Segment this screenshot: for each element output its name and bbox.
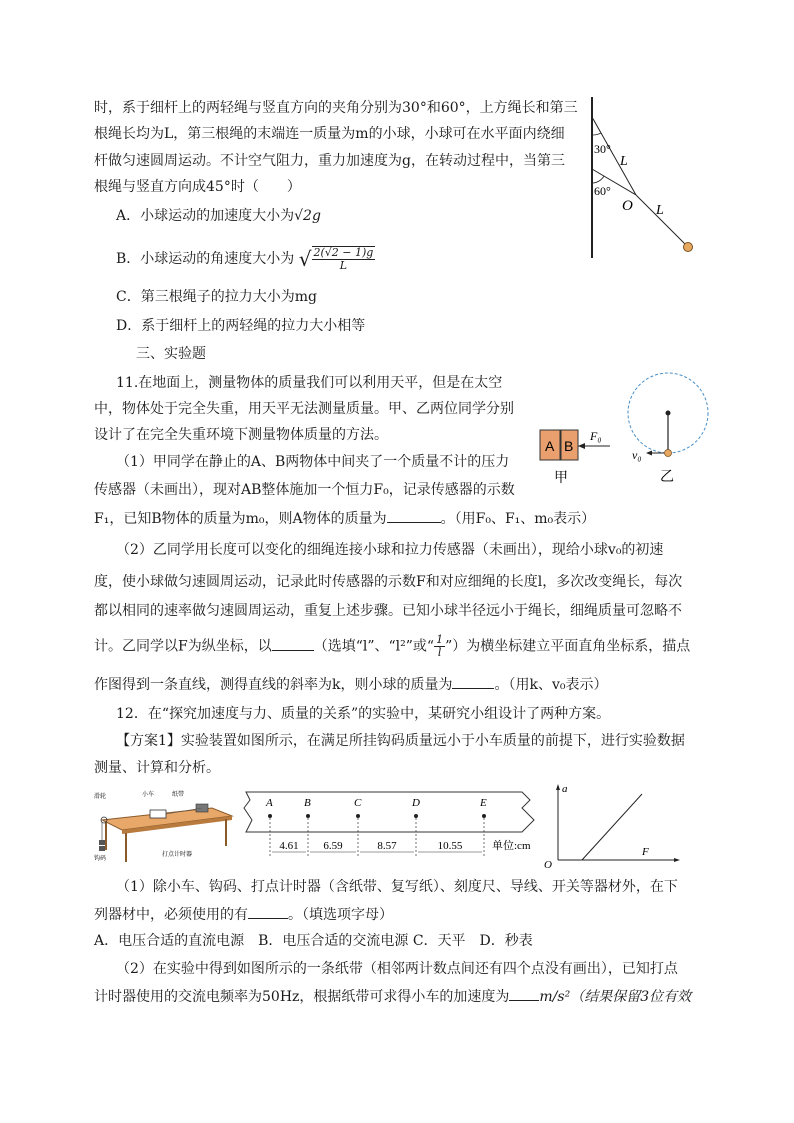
q10-rod-figure: [580, 95, 710, 260]
timer-label: 打点计时器: [162, 852, 193, 858]
q11-line3: 设计了在完全失重环境下测量物体质量的方法。: [94, 427, 388, 443]
tape-gap-value: 10.55: [437, 840, 463, 852]
tape-point-label: D: [412, 797, 420, 809]
q11-line2: 中，物体处于完全失重，用天平无法测量质量。甲、乙两位同学分别: [94, 401, 514, 417]
q10-line2: 根绳长均为L，第三根绳的末端连一质量为m的小球，小球可在水平面内绕细: [94, 126, 565, 142]
answer-blank-acceleration[interactable]: [509, 986, 539, 1001]
q11-line9: 都以相同的速率做匀速圆周运动，重复上述步骤。已知小球半径远小于绳长，细绳质量可忽略不: [94, 603, 682, 619]
q10-line3: 杆做匀速圆周运动。不计空气阻力，重力加速度为g，在转动过程中，当第三: [94, 153, 565, 169]
q11-line11: 作图得到一条直线，测得直线的斜率为k，则小球的质量为 。（用k、v₀表示）: [94, 674, 608, 695]
tape-label: 纸带: [172, 792, 185, 798]
tape-dot: [306, 814, 310, 818]
q11-line8: 度，使小球做匀速圆周运动，记录此时传感器的示数F和对应细绳的长度l，多次改变绳长，每次: [94, 574, 683, 590]
sqrt-sign: √: [298, 247, 312, 271]
answer-blank-ball-mass[interactable]: [452, 674, 494, 689]
q12-part2-line2: 计时器使用的交流电频率为50Hz，根据纸带可求得小车的加速度为 m/s²（结果保留3位有效: [94, 986, 691, 1007]
q10-option-b: [116, 246, 375, 272]
tape-dot: [482, 814, 486, 818]
q11-line6: F₁，已知B物体的质量为m₀，则A物体的质量为 。（用F₀、F₁、m₀表示）: [94, 508, 595, 529]
section-heading: 三、实验题: [136, 346, 206, 362]
tape-point-label: E: [480, 797, 487, 809]
q12-part1-options: A．电压合适的直流电源 B．电压合适的交流电源 C．天平 D．秒表: [94, 933, 533, 949]
q10-option-c: C．第三根绳子的拉力大小为mg: [116, 289, 317, 305]
option-a-text: A．小球运动的加速度大小为: [116, 208, 295, 224]
tape-dot: [356, 814, 360, 818]
tape-dot: [268, 814, 272, 818]
option-a-value: √2g: [294, 208, 321, 224]
q12-af-graph: [538, 780, 688, 870]
block-b-label: B: [564, 438, 574, 454]
force-f0-label: F₀: [590, 429, 602, 443]
weights-label: 钩码: [94, 856, 107, 862]
q12-line3: 测量、计算和分析。: [94, 760, 220, 776]
q12-line2: 【方案1】实验装置如图所示，在满足所挂钩码质量远小于小车质量的前提下，进行实验数据: [116, 733, 685, 749]
q10-line1: 时，系于细杆上的两轻绳与竖直方向的夹角分别为30°和60°，上方绳长和第三: [94, 100, 578, 116]
answer-blank-mass-a[interactable]: [387, 508, 441, 523]
q11-line10: 计。乙同学以F为纵坐标，以 （选填“l”、“l²”或“ $\frac{1}{l}$ ”）为横坐标建立平面直角坐标系，描点: [94, 633, 691, 659]
answer-blank-abscissa[interactable]: [272, 636, 314, 651]
tape-gap-value: 8.57: [377, 840, 397, 852]
graph-x-label: F: [642, 846, 649, 858]
angle-60-label: 60°: [594, 184, 611, 198]
length-label-lower: L: [656, 203, 664, 218]
q12-line1: 12．在“探究加速度与力、质量的关系”的实验中，某研究小组设计了两种方案。: [116, 706, 611, 722]
point-o-label: O: [622, 198, 633, 214]
graph-origin-label: O: [544, 859, 552, 870]
q11-line4: （1）甲同学在静止的A、B两物体中间夹了一个质量不计的压力: [116, 454, 510, 470]
label-jia: 甲: [554, 471, 568, 486]
one-over-l-fraction: $\frac{1}{l}$: [436, 633, 444, 659]
tape-point-label: A: [266, 797, 273, 809]
tape-point-label: B: [304, 797, 311, 809]
option-b-text: B．小球运动的角速度大小为: [116, 251, 295, 267]
q10-option-a: [116, 206, 321, 226]
block-a-label: A: [545, 438, 555, 454]
answer-blank-equipment[interactable]: [248, 904, 288, 919]
q12-part1-line1: （1）除小车、钩码、打点计时器（含纸带、复写纸）、刻度尺、导线、开关等器材外，在下: [116, 879, 678, 895]
q11-figure-yi: [620, 365, 720, 485]
tape-dot: [414, 814, 418, 818]
angle-30-label: 30°: [594, 142, 611, 156]
option-b-fraction: $\frac{2(√2 - 1)g}{L}$: [313, 246, 374, 272]
q12-part1-line2: 列器材中，必须使用的有 。（填选项字母）: [94, 904, 393, 925]
q10-option-d: D．系于细杆上的两轻绳的拉力大小相等: [116, 318, 366, 334]
q11-line5: 传感器（未画出），现对AB整体施加一个恒力F₀，记录传感器的示数: [94, 482, 515, 498]
q11-figure-jia: [536, 420, 616, 490]
tape-point-label: C: [354, 797, 362, 809]
v0-label: v₀: [632, 448, 642, 462]
graph-y-label: a: [562, 783, 568, 795]
q11-line7: （2）乙同学用长度可以变化的细绳连接小球和拉力传感器（未画出），现给小球v₀的初速: [116, 542, 664, 558]
pulley-label: 滑轮: [94, 794, 107, 800]
length-label-upper: L: [620, 154, 628, 169]
tape-unit-label: 单位:cm: [492, 840, 531, 852]
q12-paper-tape: [240, 786, 540, 868]
q12-part2-line1: （2）在实验中得到如图所示的一条纸带（相邻两计数点间还有四个点没有画出），已知打点: [116, 961, 678, 977]
label-yi: 乙: [660, 470, 674, 485]
tape-gap-value: 6.59: [323, 840, 343, 852]
tape-gap-value: 4.61: [279, 840, 299, 852]
q10-line4: 根绳与竖直方向成45°时（ ）: [94, 179, 301, 195]
q11-line1: 11.在地面上，测量物体的质量我们可以利用天平，但是在太空: [116, 375, 503, 391]
q12-apparatus-figure: [92, 786, 236, 864]
cart-label: 小车: [142, 792, 155, 798]
